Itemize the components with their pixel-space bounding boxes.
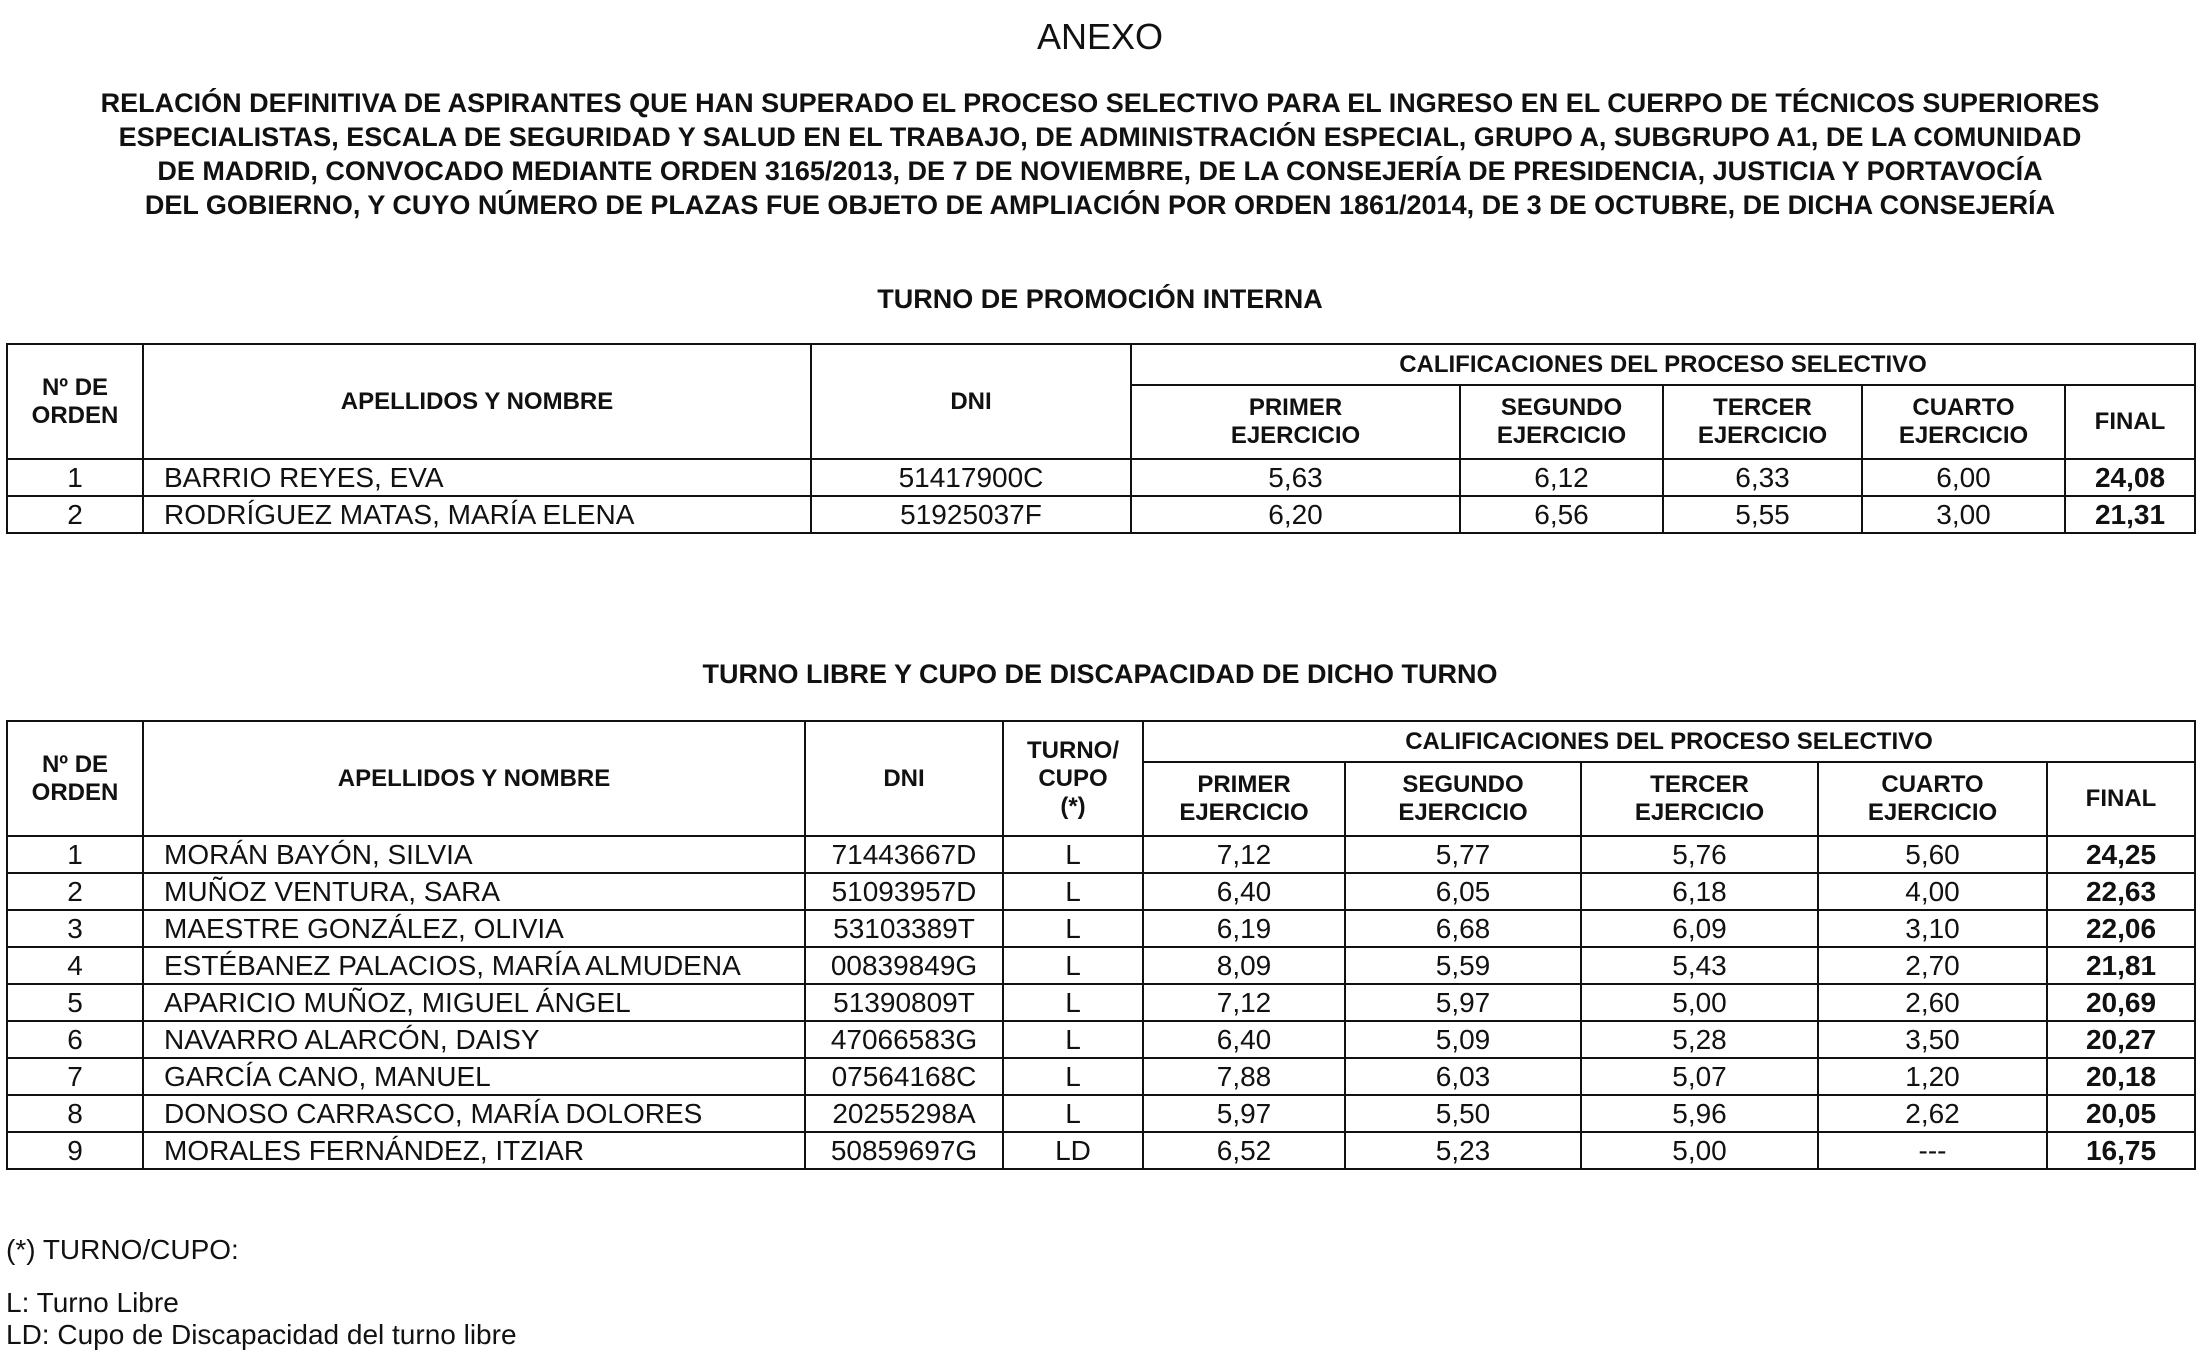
cell-final: 20,69 [2047, 984, 2195, 1021]
header-orden: Nº DE ORDEN [7, 344, 143, 459]
cell-segundo: 6,05 [1345, 873, 1581, 910]
cell-turno: LD [1003, 1132, 1143, 1169]
table-row [7, 947, 2195, 984]
heading-line: ESPECIALISTAS, ESCALA DE SEGURIDAD Y SALUD EN EL TRABAJO, DE ADMINISTRACIÓN ESPECIAL, GRUPO A, SUBGRUPO A1, DE LA COMUNIDAD [118, 122, 2082, 152]
table-row [7, 1021, 2195, 1058]
section-title-promocion: TURNO DE PROMOCIÓN INTERNA [877, 284, 1323, 314]
cell-tercer: 5,43 [1581, 947, 1818, 984]
cell-dni: 07564168C [805, 1058, 1003, 1095]
cell-turno: L [1003, 947, 1143, 984]
table-row [7, 910, 2195, 947]
cell-dni: 00839849G [805, 947, 1003, 984]
cell-cuarto: 2,70 [1818, 947, 2047, 984]
cell-nombre: GARCÍA CANO, MANUEL [143, 1058, 805, 1095]
header-cuarto-ejercicio: CUARTO EJERCICIO [1862, 385, 2065, 459]
cell-cuarto: 1,20 [1818, 1058, 2047, 1095]
cell-tercer: 5,00 [1581, 984, 1818, 1021]
cell-final: 24,25 [2047, 836, 2195, 873]
cell-turno: L [1003, 836, 1143, 873]
header-segundo-ejercicio: SEGUNDO EJERCICIO [1460, 385, 1663, 459]
cell-tercer: 5,28 [1581, 1021, 1818, 1058]
cell-final: 16,75 [2047, 1132, 2195, 1169]
header-primer-ejercicio: PRIMER EJERCICIO [1143, 762, 1345, 836]
cell-nombre: MORÁN BAYÓN, SILVIA [143, 836, 805, 873]
cell-cuarto: 6,00 [1862, 459, 2065, 496]
legend-item: LD: Cupo de Discapacidad del turno libre [6, 1319, 517, 1350]
cell-cuarto: 2,60 [1818, 984, 2047, 1021]
header-nombre: APELLIDOS Y NOMBRE [143, 344, 811, 459]
heading-line: DEL GOBIERNO, Y CUYO NÚMERO DE PLAZAS FUE OBJETO DE AMPLIACIÓN POR ORDEN 1861/2014, DE 3 DE OCTUBRE, DE DICHA CONSEJERÍA [144, 190, 2056, 220]
cell-final: 20,18 [2047, 1058, 2195, 1095]
cell-tercer: 6,33 [1663, 459, 1862, 496]
cell-cuarto: --- [1818, 1132, 2047, 1169]
cell-dni: 50859697G [805, 1132, 1003, 1169]
header-cuarto-ejercicio: CUARTO EJERCICIO [1818, 762, 2047, 836]
table-row [7, 1058, 2195, 1095]
header-segundo-ejercicio: SEGUNDO EJERCICIO [1345, 762, 1581, 836]
cell-segundo: 5,23 [1345, 1132, 1581, 1169]
cell-tercer: 5,55 [1663, 496, 1862, 533]
cell-turno: L [1003, 873, 1143, 910]
header-final: FINAL [2065, 385, 2195, 459]
cell-nombre: MAESTRE GONZÁLEZ, OLIVIA [143, 910, 805, 947]
cell-nombre: BARRIO REYES, EVA [143, 459, 811, 496]
cell-orden: 1 [7, 459, 143, 496]
cell-orden: 9 [7, 1132, 143, 1169]
cell-orden: 2 [7, 496, 143, 533]
header-orden: Nº DE ORDEN [7, 721, 143, 836]
cell-dni: 51390809T [805, 984, 1003, 1021]
header-tercer-ejercicio: TERCER EJERCICIO [1581, 762, 1818, 836]
cell-dni: 53103389T [805, 910, 1003, 947]
cell-primer: 8,09 [1143, 947, 1345, 984]
header-nombre: APELLIDOS Y NOMBRE [143, 721, 805, 836]
cell-turno: L [1003, 984, 1143, 1021]
cell-dni: 47066583G [805, 1021, 1003, 1058]
header-calificaciones: CALIFICACIONES DEL PROCESO SELECTIVO [1131, 344, 2195, 385]
cell-tercer: 5,07 [1581, 1058, 1818, 1095]
header-dni: DNI [805, 721, 1003, 836]
table-row [7, 836, 2195, 873]
cell-nombre: MUÑOZ VENTURA, SARA [143, 873, 805, 910]
cell-segundo: 5,59 [1345, 947, 1581, 984]
cell-orden: 3 [7, 910, 143, 947]
cell-cuarto: 3,50 [1818, 1021, 2047, 1058]
cell-dni: 51093957D [805, 873, 1003, 910]
cell-turno: L [1003, 910, 1143, 947]
document-title: ANEXO [1036, 16, 1164, 57]
cell-orden: 6 [7, 1021, 143, 1058]
heading-line: DE MADRID, CONVOCADO MEDIANTE ORDEN 3165/2013, DE 7 DE NOVIEMBRE, DE LA CONSEJERÍA DE PRESIDENCIA, JUSTICIA Y PORTAVOCÍA [157, 156, 2043, 186]
cell-orden: 1 [7, 836, 143, 873]
cell-tercer: 5,00 [1581, 1132, 1818, 1169]
table-row [7, 1095, 2195, 1132]
table-row [7, 984, 2195, 1021]
cell-final: 22,06 [2047, 910, 2195, 947]
cell-segundo: 5,97 [1345, 984, 1581, 1021]
header-dni: DNI [811, 344, 1131, 459]
cell-segundo: 5,09 [1345, 1021, 1581, 1058]
cell-nombre: DONOSO CARRASCO, MARÍA DOLORES [143, 1095, 805, 1132]
cell-orden: 4 [7, 947, 143, 984]
section-title-libre: TURNO LIBRE Y CUPO DE DISCAPACIDAD DE DICHO TURNO [702, 659, 1498, 689]
cell-cuarto: 2,62 [1818, 1095, 2047, 1132]
legend-item: L: Turno Libre [6, 1287, 179, 1318]
cell-final: 21,31 [2065, 496, 2195, 533]
cell-final: 22,63 [2047, 873, 2195, 910]
legend-title: (*) TURNO/CUPO: [6, 1234, 239, 1265]
cell-nombre: RODRÍGUEZ MATAS, MARÍA ELENA [143, 496, 811, 533]
cell-segundo: 6,12 [1460, 459, 1663, 496]
header-primer-ejercicio: PRIMER EJERCICIO [1131, 385, 1460, 459]
cell-turno: L [1003, 1095, 1143, 1132]
table-row [7, 459, 2195, 496]
libre-table [6, 720, 2196, 1170]
cell-cuarto: 5,60 [1818, 836, 2047, 873]
cell-tercer: 6,18 [1581, 873, 1818, 910]
cell-primer: 5,97 [1143, 1095, 1345, 1132]
cell-dni: 51417900C [811, 459, 1131, 496]
cell-segundo: 6,03 [1345, 1058, 1581, 1095]
cell-primer: 6,20 [1131, 496, 1460, 533]
cell-final: 24,08 [2065, 459, 2195, 496]
cell-orden: 5 [7, 984, 143, 1021]
cell-orden: 8 [7, 1095, 143, 1132]
cell-orden: 7 [7, 1058, 143, 1095]
cell-primer: 6,19 [1143, 910, 1345, 947]
header-calificaciones: CALIFICACIONES DEL PROCESO SELECTIVO [1143, 721, 2195, 762]
header-final: FINAL [2047, 762, 2195, 836]
cell-segundo: 5,77 [1345, 836, 1581, 873]
cell-turno: L [1003, 1021, 1143, 1058]
cell-tercer: 5,76 [1581, 836, 1818, 873]
promocion-table [6, 343, 2196, 534]
cell-primer: 6,52 [1143, 1132, 1345, 1169]
cell-dni: 20255298A [805, 1095, 1003, 1132]
cell-nombre: APARICIO MUÑOZ, MIGUEL ÁNGEL [143, 984, 805, 1021]
cell-final: 21,81 [2047, 947, 2195, 984]
cell-dni: 51925037F [811, 496, 1131, 533]
cell-primer: 7,12 [1143, 984, 1345, 1021]
table-row [7, 873, 2195, 910]
cell-cuarto: 3,10 [1818, 910, 2047, 947]
cell-cuarto: 4,00 [1818, 873, 2047, 910]
cell-nombre: NAVARRO ALARCÓN, DAISY [143, 1021, 805, 1058]
header-turno-cupo: TURNO/ CUPO (*) [1003, 721, 1143, 836]
cell-nombre: ESTÉBANEZ PALACIOS, MARÍA ALMUDENA [143, 947, 805, 984]
cell-dni: 71443667D [805, 836, 1003, 873]
cell-segundo: 6,56 [1460, 496, 1663, 533]
cell-primer: 7,88 [1143, 1058, 1345, 1095]
cell-turno: L [1003, 1058, 1143, 1095]
cell-primer: 6,40 [1143, 873, 1345, 910]
cell-nombre: MORALES FERNÁNDEZ, ITZIAR [143, 1132, 805, 1169]
cell-primer: 7,12 [1143, 836, 1345, 873]
cell-segundo: 6,68 [1345, 910, 1581, 947]
heading-line: RELACIÓN DEFINITIVA DE ASPIRANTES QUE HAN SUPERADO EL PROCESO SELECTIVO PARA EL INGRESO EN EL CUERPO DE TÉCNICOS SUPERIORES [100, 88, 2100, 118]
cell-final: 20,05 [2047, 1095, 2195, 1132]
table-row [7, 496, 2195, 533]
table-row [7, 1132, 2195, 1169]
header-tercer-ejercicio: TERCER EJERCICIO [1663, 385, 1862, 459]
cell-segundo: 5,50 [1345, 1095, 1581, 1132]
cell-primer: 6,40 [1143, 1021, 1345, 1058]
document-heading [0, 86, 2200, 222]
cell-tercer: 5,96 [1581, 1095, 1818, 1132]
cell-orden: 2 [7, 873, 143, 910]
cell-primer: 5,63 [1131, 459, 1460, 496]
cell-tercer: 6,09 [1581, 910, 1818, 947]
cell-cuarto: 3,00 [1862, 496, 2065, 533]
cell-final: 20,27 [2047, 1021, 2195, 1058]
